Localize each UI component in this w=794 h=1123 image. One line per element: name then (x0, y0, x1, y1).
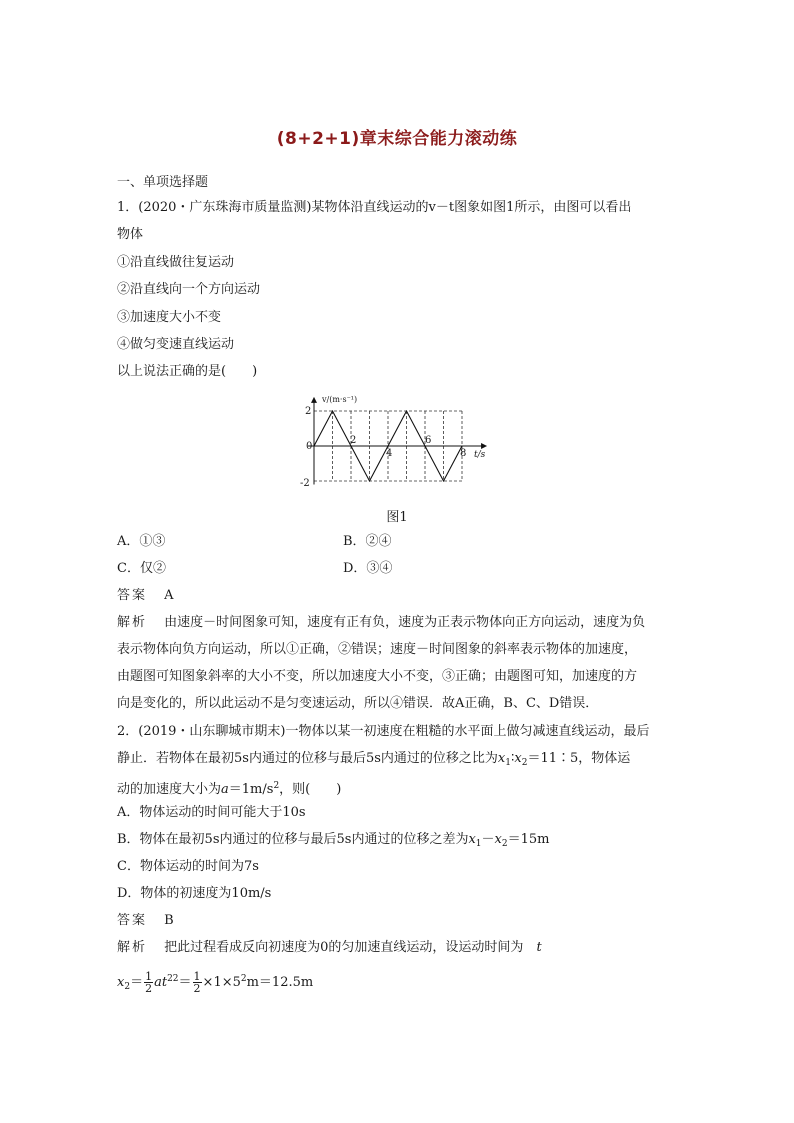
q1-analysis-text1: 由速度－时间图象可知，速度有正有负，速度为正表示物体向正方向运动，速度为负 (164, 615, 646, 630)
q1-option-c: C．仅② (117, 561, 166, 576)
formula-tail: ×1×5 (202, 975, 241, 990)
q2-analysis-text1: 把此过程看成反向初速度为0的匀加速直线运动，设运动时间为 (164, 940, 524, 955)
q1-option-d: D．③④ (343, 561, 393, 576)
q1-analysis-line2: 表示物体向负方向运动，所以①正确，②错误；速度－时间图象的斜率表示物体的加速度， (117, 642, 638, 657)
x-axis-label: t/s (474, 450, 486, 460)
q2-ask: ，则( ) (279, 782, 342, 797)
y-tick-neg2: -2 (300, 478, 310, 489)
analysis-label: 解析 (117, 940, 148, 955)
q2-stem-line2: 静止．若物体在最初5s内通过的位移与最后5s内通过的位移之比为$x_1∶x_2=11∶5$，物体运 (117, 751, 631, 768)
q2-option-b-text: B．物体在最初5s内通过的位移与最后5s内通过的位移之差为 (117, 832, 469, 847)
x-tick-8: 8 (460, 448, 467, 459)
q1-item-4: ④做匀变速直线运动 (117, 337, 235, 352)
q1-ask: 以上说法正确的是( ) (117, 364, 258, 379)
q2-accel-value: ＝1m/s (228, 782, 274, 797)
y-tick-0: 0 (306, 441, 313, 452)
t-variable: t (536, 940, 542, 955)
figure-caption: 图1 (386, 510, 408, 525)
y-axis-label: v/(m·s⁻¹) (322, 395, 358, 404)
q1-option-a: A．①③ (117, 534, 166, 549)
y-tick-2: 2 (305, 406, 312, 417)
q2-analysis-line1 (117, 939, 687, 957)
q2-stem-text: 静止．若物体在最初5s内通过的位移与最后5s内通过的位移之比为 (117, 751, 498, 766)
q1-stem-line2: 物体 (117, 227, 144, 242)
y-axis-arrow (311, 397, 317, 403)
formula-end: m＝12.5m (246, 975, 314, 990)
answer-label: 答案 (117, 588, 148, 603)
q2-answer (117, 912, 687, 930)
q1-analysis-line3: 由题图可知图象斜率的大小不变，所以加速度大小不变，③正确；由题图可知，加速度的方 (117, 669, 638, 684)
x-axis-arrow (481, 443, 487, 449)
analysis-label: 解析 (117, 615, 148, 630)
q2-option-a: A．物体运动的时间可能大于10s (117, 805, 306, 820)
q1-answer (117, 587, 687, 605)
x-tick-4: 4 (386, 448, 393, 459)
q1-item-1: ①沿直线做往复运动 (117, 255, 235, 270)
q1-item-2: ②沿直线向一个方向运动 (117, 282, 261, 297)
q2-option-b: B．物体在最初5s内通过的位移与最后5s内通过的位移之差为$x_1-x_2=15m$ (117, 832, 550, 849)
x-tick-2: 2 (350, 435, 357, 446)
q1-analysis-line4: 向是变化的，所以此运动不是匀变速运动，所以④错误．故A正确，B、C、D错误． (117, 696, 599, 711)
q2-option-d: D．物体的初速度为10m/s (117, 886, 272, 901)
q2-accel-text: 动的加速度大小为 (117, 782, 222, 797)
q2-ratio-text: ＝11∶5，物体运 (527, 751, 631, 766)
q1-analysis-line1 (117, 614, 687, 632)
q2-option-c: C．物体运动的时间为7s (117, 859, 259, 874)
answer-value: B (164, 913, 174, 928)
q1-stem-line1: 1．(2020・广东珠海市质量监测)某物体沿直线运动的v－t图象如图1所示，由图可以看出 (117, 200, 632, 215)
q2-formula: $x_2=$ $\frac{1}{2}$ $at^{22}=$ $\frac{1}{2}$ $\times 1\times 5^2m=12.5m$ (117, 970, 314, 995)
q1-item-3: ③加速度大小不变 (117, 310, 222, 325)
x-tick-6: 6 (425, 435, 432, 446)
q2-option-b-value: ＝15m (507, 832, 550, 847)
graph-axes (308, 397, 487, 485)
vt-graph (0, 385, 794, 515)
q2-stem-line3: 动的加速度大小为$a=1m/s^2$，则( ) (117, 781, 342, 797)
page-title: (8+2+1)章末综合能力滚动练 (276, 129, 518, 149)
q1-option-b: B．②④ (343, 534, 392, 549)
answer-value: A (164, 588, 174, 603)
q2-stem-line1: 2．(2019・山东聊城市期末)一物体以某一初速度在粗糙的水平面上做匀减速直线运动，最后 (117, 724, 650, 739)
answer-label: 答案 (117, 913, 148, 928)
section-heading: 一、单项选择题 (117, 175, 209, 190)
